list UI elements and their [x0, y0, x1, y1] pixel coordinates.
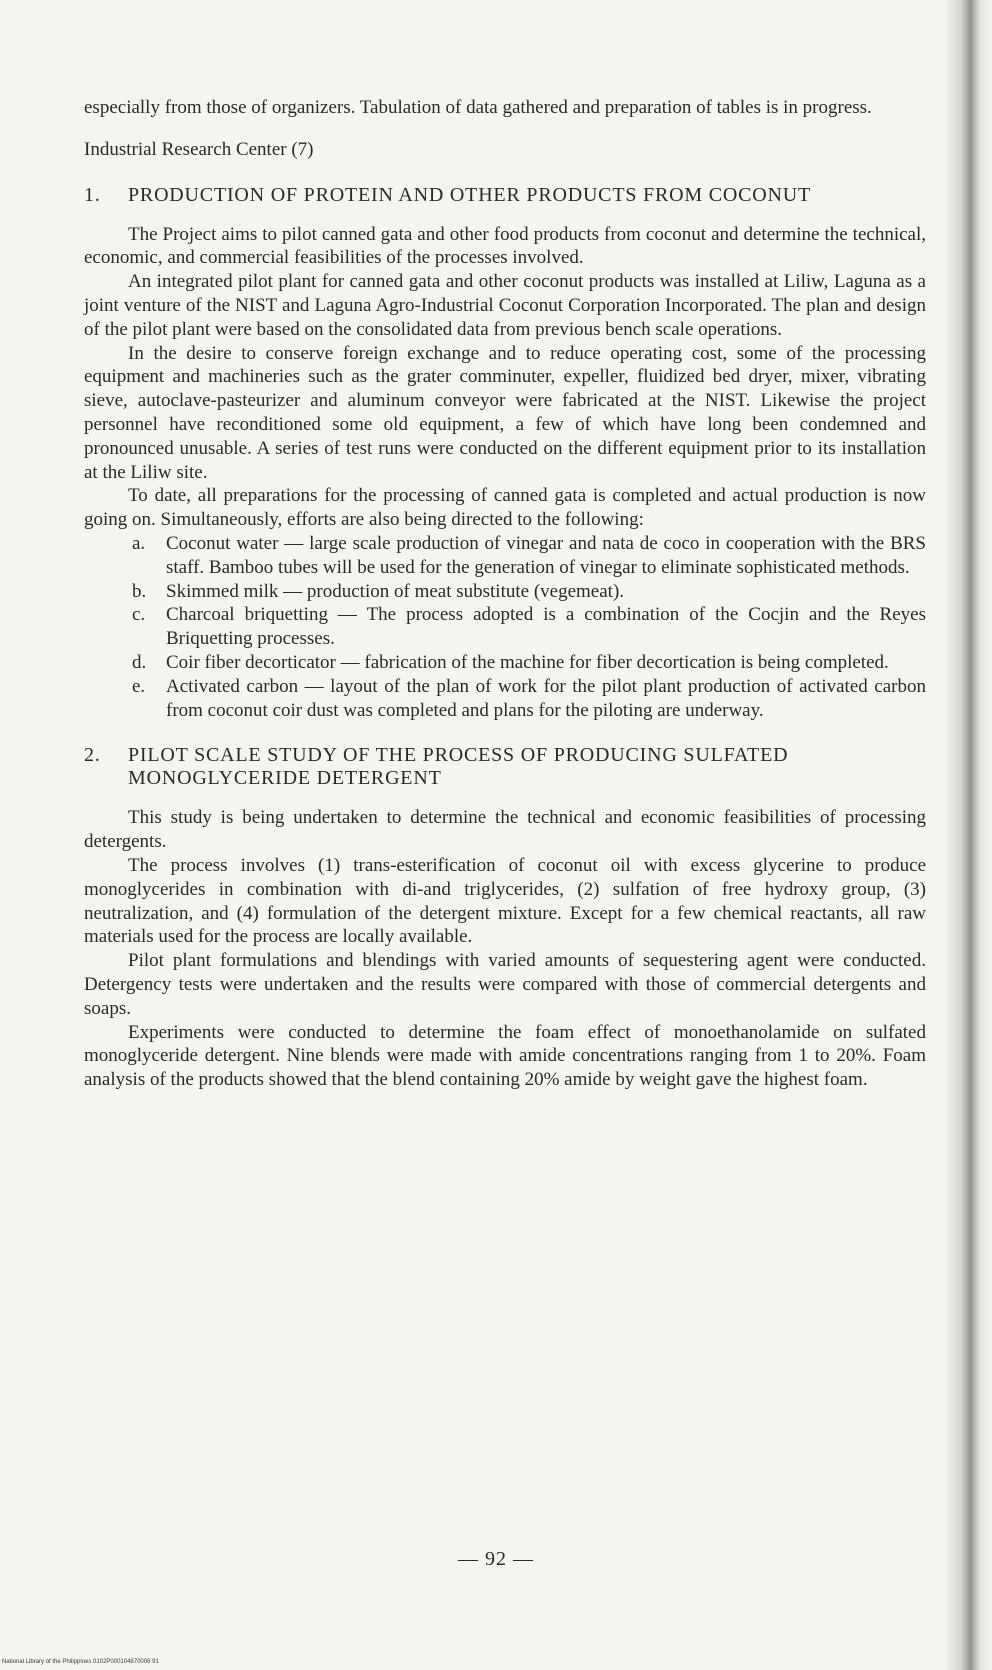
- list-item-text: Skimmed milk — production of meat substitute (vegemeat).: [166, 580, 625, 602]
- section1-item-list: [84, 532, 926, 722]
- list-item-text: Activated carbon — layout of the plan of work for the pilot plant production of activated carbon from coconut coir dust was completed and plans for the piloting are underway.: [166, 675, 926, 721]
- section-label: Industrial Research Center (7): [84, 138, 314, 160]
- section1-paragraph-3: In the desire to conserve foreign exchange and to reduce operating cost, some of the processing equipment and machineries such as the grater comminuter, expeller, fluidized bed dryer, mixer, vibrating sieve, autoclave-pasteurizer and aluminum conveyor were fabricated at the NIST. Likewise the project personnel have reconditioned some old equipment, a few of which have long been condemned and pronounced unusable. A series of test runs were conducted on the different equipment prior to its installation at the Liliw site.: [84, 342, 926, 483]
- list-item-text: Coconut water — large scale production of vinegar and nata de coco in cooperation with the BRS staff. Bamboo tubes will be used for the generation of vinegar to eliminate sophisticated methods.: [166, 532, 926, 578]
- list-item-text: Charcoal briquetting — The process adopted is a combination of the Cocjin and the Reyes Briquetting processes.: [166, 604, 926, 650]
- section1-title: PRODUCTION OF PROTEIN AND OTHER PRODUCTS FROM COCONUT: [128, 183, 812, 206]
- section1-paragraph-4: To date, all preparations for the processing of canned gata is completed and actual production is now going on. Simultaneously, efforts are also being directed to the following:: [84, 485, 926, 531]
- section2-paragraph-4: Experiments were conducted to determine the foam effect of monoethanolamide on sulfated monoglyceride detergent. Nine blends were made with amide concentrations ranging from 1 to 20%. Foam analysis of the products showed that the blend containing 20% amide by weight gave the highest foam.: [84, 1021, 926, 1091]
- section1-number: 1.: [84, 183, 101, 206]
- list-item-marker: c.: [132, 604, 146, 626]
- section2-heading: [84, 744, 926, 790]
- list-item-text: Coir fiber decorticator — fabrication of the machine for fiber decortication is being completed.: [166, 651, 889, 673]
- section2-paragraph-1: This study is being undertaken to determine the technical and economic feasibilities of processing detergents.: [84, 807, 926, 853]
- page-content: [84, 96, 926, 1092]
- section1-paragraph-1: The Project aims to pilot canned gata and other food products from coconut and determine the technical, economic, and commercial feasibilities of the processes involved.: [84, 223, 926, 269]
- section1-paragraph-2: An integrated pilot plant for canned gata and other coconut products was installed at Liliw, Laguna as a joint venture of the NIST and Laguna Agro-Industrial Coconut Corporation Incorporated. The plan and design of the pilot plant were based on the consolidated data from previous bench scale operations.: [84, 271, 926, 340]
- section2-paragraph-3: Pilot plant formulations and blendings with varied amounts of sequestering agent were conducted. Detergency tests were undertaken and the results were compared with those of commercial detergents and soaps.: [84, 950, 926, 1019]
- list-item-marker: b.: [132, 580, 147, 602]
- list-item-marker: e.: [132, 675, 146, 697]
- page-edge-shadow: [944, 0, 992, 1670]
- list-item: [132, 532, 926, 580]
- list-item-marker: d.: [132, 651, 147, 673]
- intro-paragraph: especially from those of organizers. Tabulation of data gathered and preparation of tables is in progress.: [84, 97, 872, 118]
- list-item: [132, 675, 926, 723]
- list-item-marker: a.: [132, 532, 146, 554]
- section1-heading: [84, 184, 926, 207]
- library-note: National Library of the Philippines 0102P000104870006 91: [2, 1659, 159, 1665]
- list-item: [132, 580, 926, 604]
- page-number: — 92 —: [458, 1548, 534, 1570]
- list-item: [132, 651, 926, 675]
- section2-paragraph-2: The process involves (1) trans-esterification of coconut oil with excess glycerine to produce monoglycerides in combination with di-and triglycerides, (2) sulfation of free hydroxy group, (3) neutralization, and (4) formulation of the detergent mixture. Except for a few chemical reactants, all raw materials used for the process are locally available.: [84, 854, 926, 948]
- section2-title: PILOT SCALE STUDY OF THE PROCESS OF PRODUCING SULFATED MONOGLYCERIDE DETERGENT: [128, 744, 789, 790]
- section2-number: 2.: [84, 744, 101, 767]
- list-item: [132, 603, 926, 651]
